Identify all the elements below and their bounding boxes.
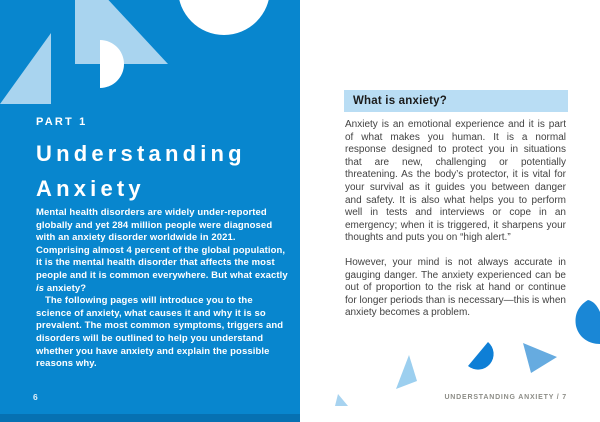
petal-shape — [576, 300, 600, 344]
chapter-title-line2: Anxiety — [36, 175, 145, 201]
intro-paragraph-1 — [36, 207, 288, 295]
white-circle-shape — [178, 0, 270, 35]
section-heading: What is anxiety? — [353, 95, 447, 107]
part-label: PART 1 — [36, 116, 88, 128]
intro-paragraph-2: The following pages will introduce you to the science of anxiety, what causes it and why it is so prevalent. The most common symptoms, triggers and disorders will be outlined to help you understand whether you have anxiety and explain the possible reasons why. — [36, 295, 284, 370]
intro-p1-text-a: Mental health disorders are widely under-reported globally and yet 284 million people were diagnosed with an anxiety disorder worldwide in 2021. Comprising almost 4 percent of the global population, it is the mental health disorder that affects the most people and it is common everywhere. But what exactly — [36, 207, 288, 281]
body-paragraph-1: Anxiety is an emotional experience and it is part of what makes you human. It is a normal response designed to protect you in situations that are new, challenging or potentially threatening. As the body’s protector, it is vital for your survival as it guides you between danger and safety. It is also what helps you to perform well in tests and interviews or cope in an emergency; when it is triggered, it sharpens your thoughts and puts you on “high alert.” — [345, 119, 566, 244]
medium-triangle-shape — [523, 343, 557, 373]
crescent-shape — [468, 342, 494, 370]
page-edge-shade — [0, 414, 300, 422]
section-heading-box — [344, 90, 568, 112]
body-text — [345, 119, 566, 320]
tiny-triangle-shape — [335, 394, 348, 406]
intro-p1-italic-word: is — [36, 282, 45, 294]
decorative-shapes-top-left — [0, 0, 300, 120]
page-number-left: 6 — [33, 392, 38, 402]
small-triangle-shape — [0, 33, 51, 104]
chapter-intro — [36, 207, 288, 371]
running-footer: UNDERSTANDING ANXIETY / 7 — [444, 394, 567, 401]
intro-p1-text-b: anxiety? — [44, 282, 87, 294]
right-page — [300, 0, 600, 422]
chapter-title-line1: Understanding — [36, 141, 246, 166]
slender-triangle-shape — [396, 355, 417, 389]
chapter-title — [36, 137, 246, 206]
body-paragraph-2: However, your mind is not always accurate in gauging danger. The anxiety experienced can be out of proportion to the risk at hand or continue for longer periods than is necessary—this is when anxiety becomes a problem. — [345, 256, 566, 319]
